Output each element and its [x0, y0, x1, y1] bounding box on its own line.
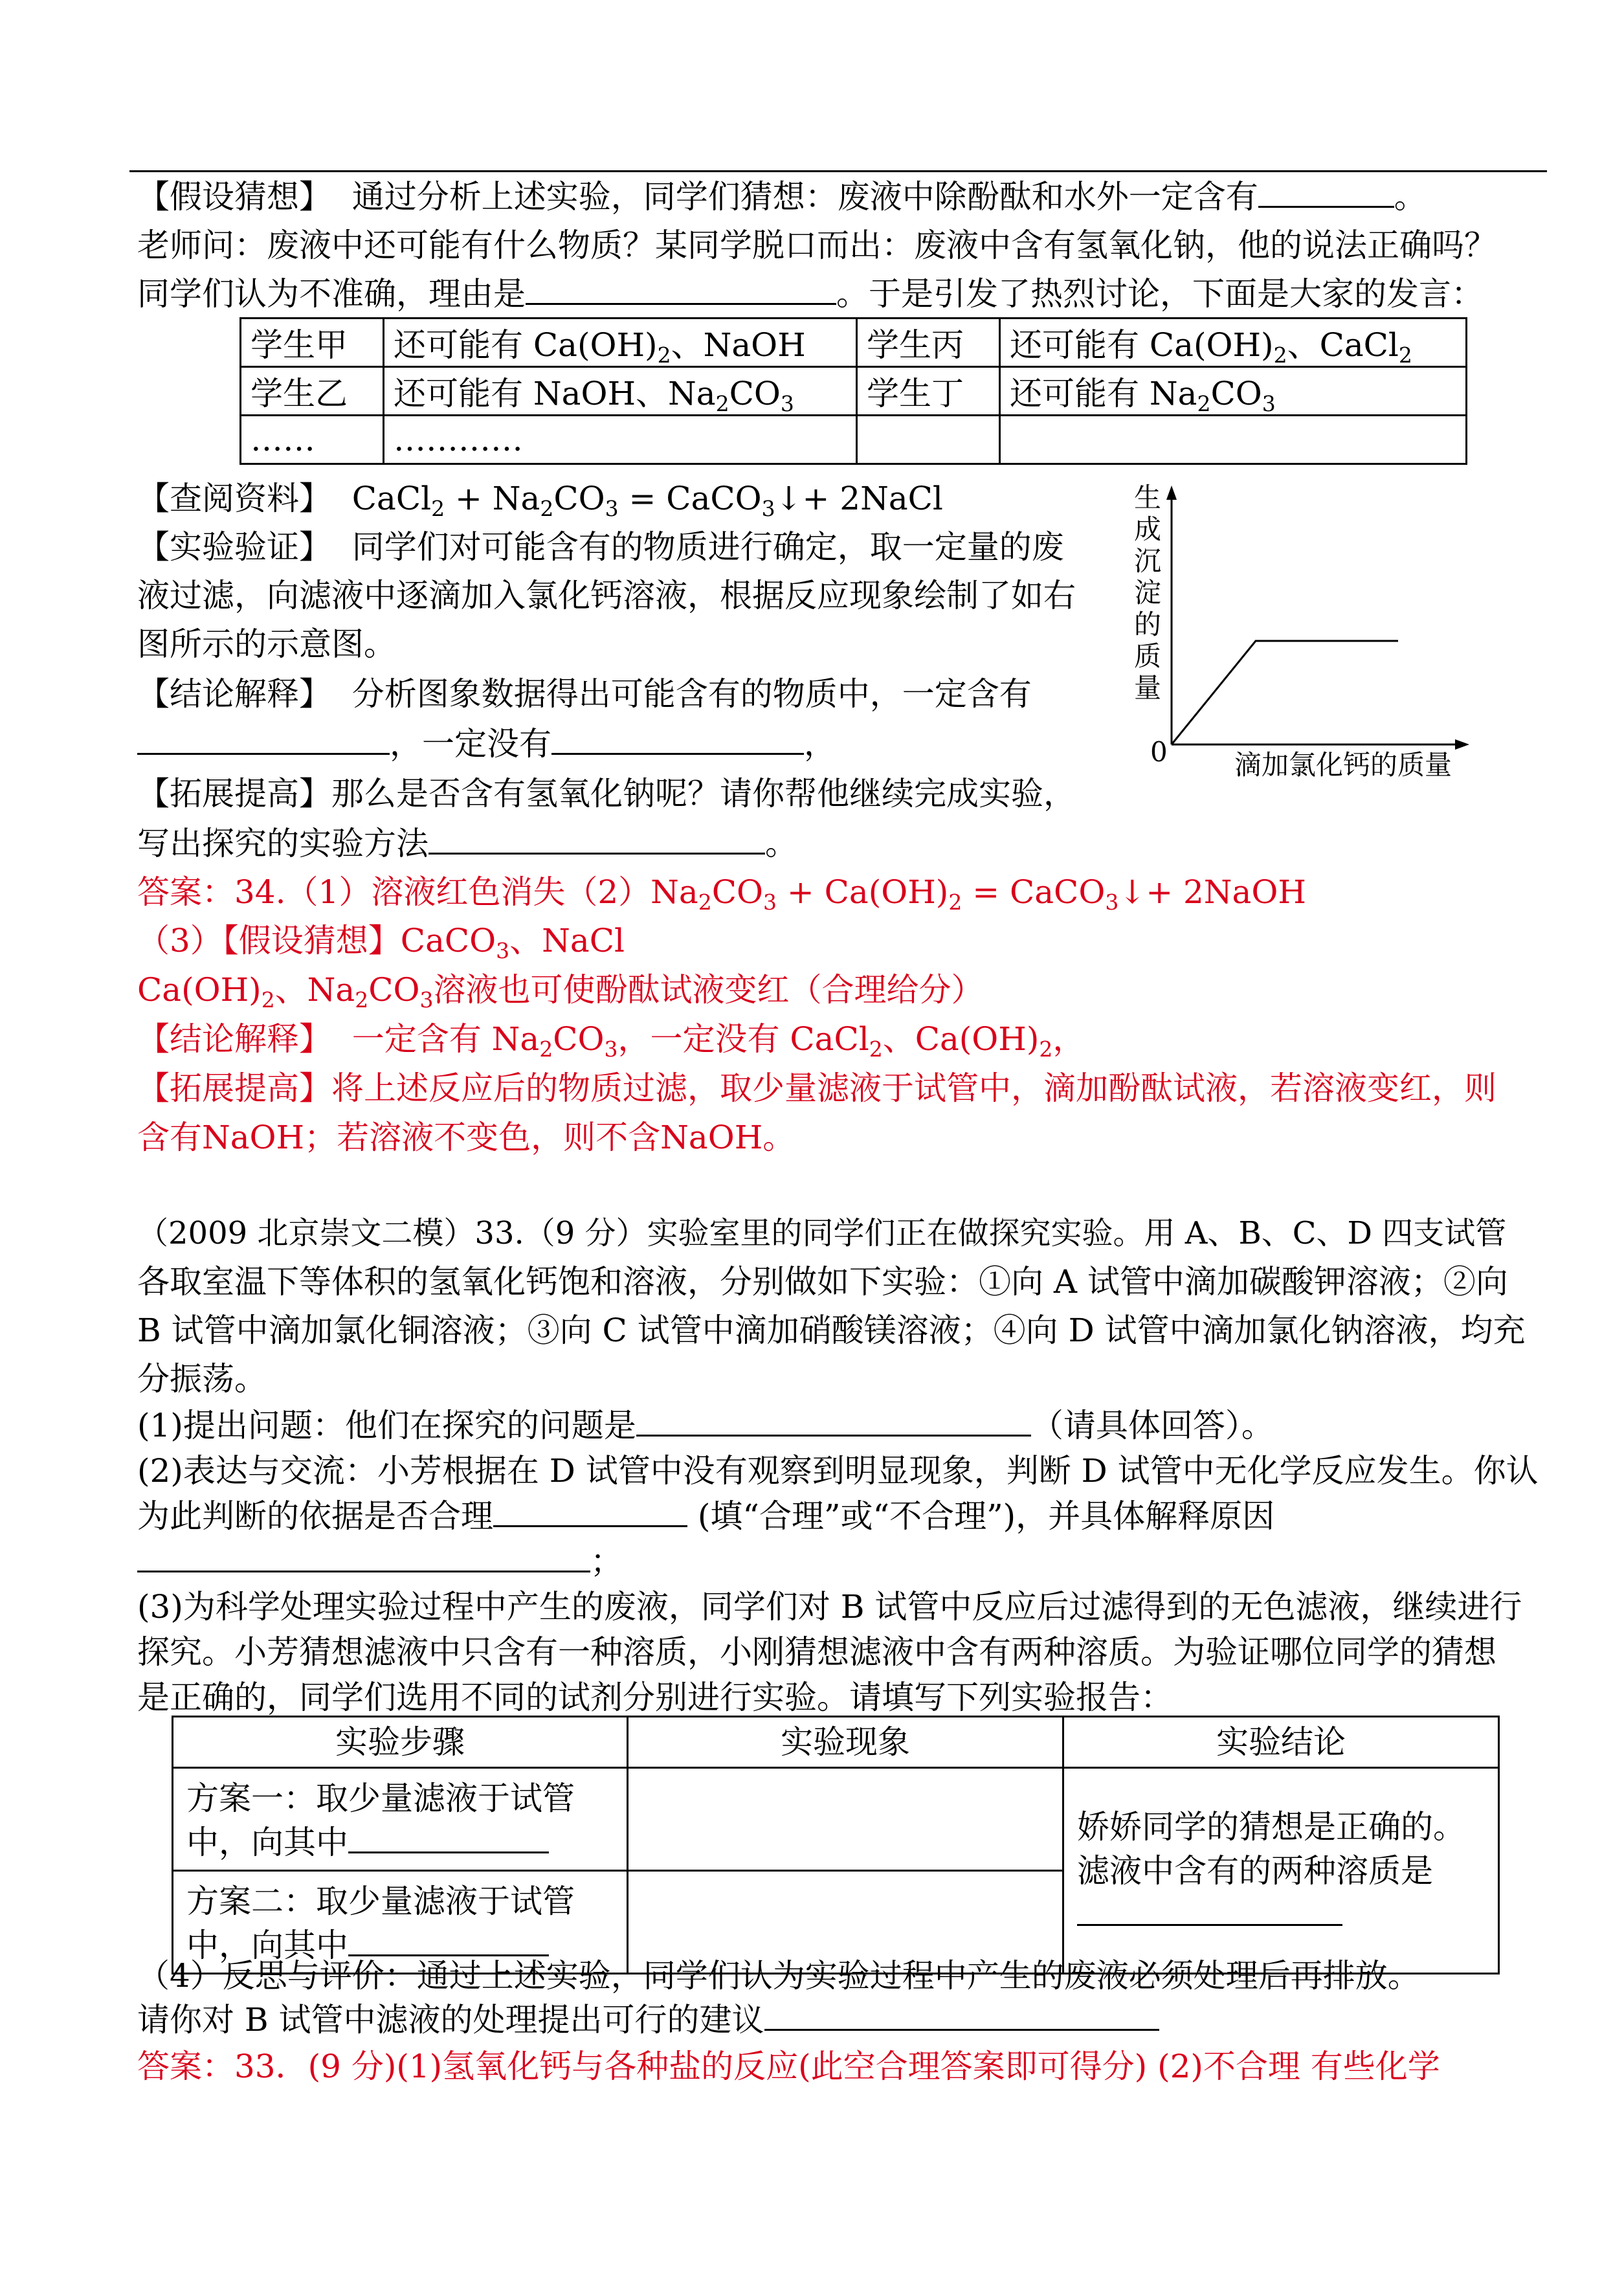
answer-33: 答案：33．(9 分)(1)氢氧化钙与各种盐的反应(此空合理答案即可得分) (2)不合理 有些化学: [137, 2048, 1440, 2085]
text: 写出探究的实验方法: [137, 825, 428, 862]
table-cell: 学生甲: [241, 319, 384, 367]
table-cell: 学生乙: [241, 367, 384, 416]
p33-intro-1: （2009 北京崇文二模）33.（9 分）实验室里的同学们正在做探究实验。用 A、B、C、D 四支试管: [137, 1215, 1507, 1251]
verify-line-3: 图所示的示意图。: [137, 625, 396, 663]
text: 方案二：取少量滤液于试管: [186, 1883, 575, 1920]
p33-q2-1: (2)表达与交流：小芳根据在 D 试管中没有观察到明显现象，判断 D 试管中无化学反应发生。你认: [137, 1452, 1539, 1490]
header-steps: 实验步骤: [173, 1717, 628, 1768]
label: 【查阅资料】: [137, 480, 331, 517]
answer-34-line-3: $Ca(OH)_2$、$Na_2CO_3$溶液也可使酚酞试液变红（合理给分）: [137, 971, 984, 1012]
table-cell: …………: [384, 416, 857, 464]
extend-line-1: [137, 773, 1076, 814]
blank[interactable]: [1077, 1894, 1342, 1926]
text: 同学们认为不准确，理由是: [137, 275, 526, 313]
text: 方案一：取少量滤液于试管: [186, 1780, 575, 1817]
blank[interactable]: [137, 1541, 590, 1572]
text: (1)提出问题：他们在探究的问题是: [137, 1407, 636, 1444]
hypothesis-text: 通过分析上述实验，同学们猜想：废液中除酚酞和水外一定含有: [351, 178, 1258, 216]
p33-q2-3: [137, 1541, 623, 1582]
p33-q4-2: [137, 1999, 1159, 2041]
table-row: [241, 319, 1467, 367]
blank[interactable]: [764, 1999, 1159, 2031]
text: 为此判断的依据是否合理: [137, 1497, 493, 1535]
table-row: [241, 416, 1467, 464]
table-header-row: [173, 1717, 1499, 1768]
p33-q3-3: 是正确的，同学们选用不同的试剂分别进行实验。请填写下列实验报告：: [137, 1679, 1173, 1716]
graph-origin: 0: [1150, 736, 1168, 768]
graph-ylabel: 生成沉淀的质量: [1134, 482, 1162, 704]
text: 中，向其中: [186, 1824, 348, 1861]
reference-equation: CaCl$_2$ + $Na_2CO_3$ = CaCO$_3$↓+ 2NaCl: [351, 480, 943, 521]
extend-line-2: [137, 823, 797, 864]
x-arrow-icon: [1455, 739, 1469, 750]
p33-intro-3: B 试管中滴加氯化铜溶液；③向 C 试管中滴加硝酸镁溶液；④向 D 试管中滴加氯化钠溶液，均充: [137, 1312, 1526, 1349]
precipitate-graph: [1120, 479, 1482, 790]
punct: ，: [804, 725, 836, 763]
text: （请具体回答）。: [1030, 1407, 1274, 1444]
text: 那么是否含有氢氧化钠呢？请你帮他继续完成实验，: [331, 775, 1076, 812]
label: 【拓展提高】: [137, 775, 331, 812]
hypothesis-label: 【假设猜想】: [137, 178, 331, 216]
p33-intro-4: 分振荡。: [137, 1360, 267, 1398]
table-row: [173, 1768, 1499, 1871]
report-table: [172, 1716, 1500, 1974]
table-cell: 还可能有 NaOH、$Na_2CO_3$: [384, 367, 857, 416]
table-cell: 还可能有 $Na_2CO_3$: [1000, 367, 1467, 416]
table-cell: 学生丁: [857, 367, 1000, 416]
discussion-table: [239, 317, 1467, 465]
text: 娇娇同学的猜想是正确的。: [1077, 1807, 1465, 1846]
punct: ；: [590, 1543, 623, 1580]
table-cell: [857, 416, 1000, 464]
text: 滤液中含有的两种溶质是: [1077, 1851, 1433, 1890]
conclusion-cell: [1063, 1768, 1499, 1974]
p33-q3-1: (3)为科学处理实验过程中产生的废液，同学们对 B 试管中反应后过滤得到的无色滤液，继续进行: [137, 1588, 1522, 1626]
blank[interactable]: [1258, 176, 1394, 208]
p33-q1: [137, 1405, 1274, 1446]
answer-34-line-6: 含有NaOH；若溶液不变色，则不含NaOH。: [137, 1119, 795, 1156]
plan1-observation[interactable]: [628, 1768, 1063, 1871]
text: 分析图象数据得出可能含有的物质中，一定含有: [351, 675, 1032, 713]
text: 。于是引发了热烈讨论，下面是大家的发言：: [836, 275, 1484, 313]
table-row: [241, 367, 1467, 416]
p33-intro-2: 各取室温下等体积的氢氧化钙饱和溶液，分别做如下实验：①向 A 试管中滴加碳酸钾溶液；②向: [137, 1263, 1508, 1301]
label: 【实验验证】: [137, 528, 331, 566]
reference-line: [137, 478, 943, 519]
table-cell: ……: [241, 416, 384, 464]
text: ，一定没有: [390, 725, 551, 763]
blank[interactable]: [428, 823, 765, 855]
blank[interactable]: [551, 723, 804, 755]
blank[interactable]: [493, 1495, 687, 1527]
hypothesis-line: [137, 176, 1427, 218]
blank[interactable]: [636, 1405, 1031, 1437]
answer-34-line-4: 【结论解释】 一定含有 $Na_2CO_3$，一定没有 CaCl$_2$、$Ca(OH)_2$，: [137, 1020, 1085, 1062]
verify-line-1: [137, 526, 1064, 568]
p33-q4-1: （4）反思与评价：通过上述实验，同学们认为实验过程中产生的废液必须处理后再排放。: [137, 1957, 1420, 1995]
students-reason-line: [137, 273, 1484, 315]
text: 请你对 B 试管中滤液的处理提出可行的建议: [137, 2001, 764, 2039]
header-conclusion: 实验结论: [1063, 1717, 1499, 1768]
verify-line-2: 液过滤，向滤液中逐滴加入氯化钙溶液，根据反应现象绘制了如右: [137, 577, 1076, 614]
answer-34-line-5: 【拓展提高】将上述反应后的物质过滤，取少量滤液于试管中，滴加酚酞试液，若溶液变红，则: [137, 1069, 1496, 1107]
p33-q3-2: 探究。小芳猜想滤液中只含有一种溶质，小刚猜想滤液中含有两种溶质。为验证哪位同学的猜想: [137, 1633, 1496, 1671]
conclusion-line-2: [137, 723, 836, 765]
top-rule: [129, 170, 1547, 172]
y-arrow-icon: [1166, 486, 1177, 500]
blank[interactable]: [348, 1925, 549, 1956]
graph-xlabel: 滴加氯化钙的质量: [1234, 749, 1452, 781]
p33-q2-2: [137, 1495, 1274, 1537]
text: (填“合理”或“不合理”)，并具体解释原因: [697, 1497, 1275, 1535]
punct: 。: [765, 825, 797, 862]
blank[interactable]: [526, 273, 836, 305]
header-observation: 实验现象: [628, 1717, 1063, 1768]
table-cell: 学生丙: [857, 319, 1000, 367]
conclusion-line-1: [137, 673, 1032, 715]
text: 同学们对可能含有的物质进行确定，取一定量的废: [351, 528, 1064, 566]
table-cell: 还可能有 $Ca(OH)_2$、NaOH: [384, 319, 857, 367]
blank[interactable]: [348, 1822, 549, 1853]
punct: 。: [1394, 178, 1427, 216]
text: 中，向其中: [186, 1927, 348, 1964]
precipitate-curve: [1172, 641, 1398, 744]
teacher-question: 老师问：废液中还可能有什么物质？某同学脱口而出：废液中含有氢氧化钠，他的说法正确吗？: [137, 227, 1496, 264]
table-cell: 还可能有 $Ca(OH)_2$、CaCl$_2$: [1000, 319, 1467, 367]
answer-34-line-2: （3）【假设猜想】CaCO$_3$、NaCl: [137, 922, 625, 963]
plan1-cell: [173, 1768, 628, 1871]
label: 【结论解释】: [137, 675, 331, 713]
blank[interactable]: [137, 723, 390, 755]
table-cell: [1000, 416, 1467, 464]
answer-34-line-1: 答案：34.（1）溶液红色消失$(2)Na_2CO_3 + Ca(OH)_2$ = CaCO$_3$↓+ 2NaOH: [137, 873, 1306, 915]
